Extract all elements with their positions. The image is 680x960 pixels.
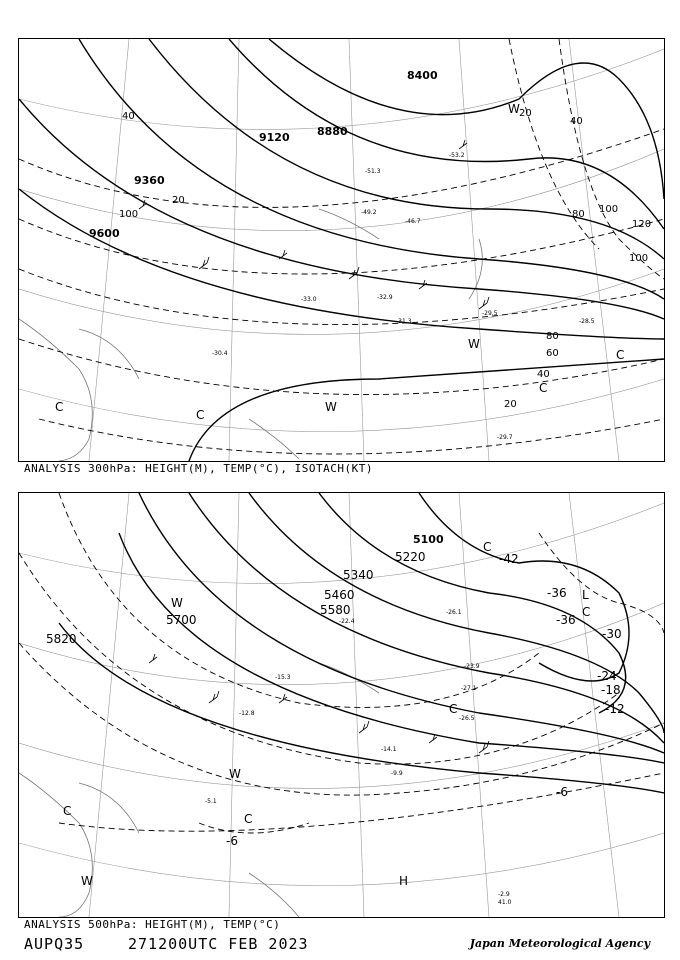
isotach-label: 80 bbox=[572, 209, 585, 220]
pressure-center-symbol: L bbox=[582, 588, 589, 602]
height-label: 8400 bbox=[407, 69, 438, 82]
temp-label: -26.5 bbox=[459, 715, 475, 722]
agency-credit: Japan Meteorological Agency bbox=[469, 937, 650, 950]
product-id: AUPQ35 bbox=[24, 935, 85, 953]
height-label: 5220 bbox=[395, 550, 426, 564]
pressure-center-symbol: C bbox=[196, 408, 205, 422]
graticule bbox=[19, 39, 664, 461]
height-label: 9600 bbox=[89, 227, 120, 240]
isotach-label: 20 bbox=[519, 108, 532, 119]
pressure-center-symbol: W bbox=[468, 337, 480, 351]
pressure-center-symbol: C bbox=[483, 540, 492, 554]
isotherm-label: -18 bbox=[601, 683, 621, 697]
temp-label: -46.7 bbox=[405, 218, 421, 225]
valid-time: 271200UTC FEB 2023 bbox=[128, 935, 309, 953]
pressure-center-symbol: C bbox=[244, 812, 253, 826]
height-label: 9360 bbox=[134, 174, 165, 187]
pressure-center-symbol: W bbox=[81, 874, 93, 888]
temp-label: -14.1 bbox=[381, 746, 397, 753]
height-contours bbox=[59, 493, 664, 793]
height-label: 5340 bbox=[343, 568, 374, 582]
chart-500hpa-canvas bbox=[19, 493, 664, 917]
isotachs bbox=[19, 39, 664, 454]
isotherm-label: -6 bbox=[556, 785, 568, 799]
isotach-label: 100 bbox=[629, 253, 649, 264]
pressure-center-symbol: C bbox=[449, 702, 458, 716]
isotach-label: 120 bbox=[632, 219, 652, 230]
isotach-label: 40 bbox=[537, 369, 550, 380]
temp-label: -12.8 bbox=[239, 710, 255, 717]
temp-label: -33.0 bbox=[301, 296, 317, 303]
chart-300hpa-caption: ANALYSIS 300hPa: HEIGHT(M), TEMP(°C), ISOTACH(KT) bbox=[24, 462, 374, 475]
isotach-label: 40 bbox=[122, 111, 135, 122]
temp-label: -53.2 bbox=[449, 152, 465, 159]
isotach-label: 40 bbox=[570, 116, 583, 127]
temp-label: -27.1 bbox=[461, 685, 477, 692]
isotach-label: 20 bbox=[504, 399, 517, 410]
temp-label: -26.1 bbox=[446, 609, 462, 616]
height-label: 5460 bbox=[324, 588, 355, 602]
isotherm-label: -42 bbox=[499, 552, 519, 566]
height-label: 8880 bbox=[317, 125, 348, 138]
pressure-center-symbol: C bbox=[616, 348, 625, 362]
isotherm-label: -30 bbox=[602, 627, 622, 641]
station-plot: -29.7 bbox=[497, 434, 513, 441]
pressure-center-symbol: H bbox=[399, 874, 409, 888]
isotherm-label: -36 bbox=[547, 586, 567, 600]
pressure-center-symbol: W bbox=[508, 102, 520, 116]
height-label: 5700 bbox=[166, 613, 197, 627]
isotach-label: 100 bbox=[599, 204, 619, 215]
height-contours bbox=[19, 39, 664, 461]
height-label: 5820 bbox=[46, 632, 77, 646]
wind-barbs bbox=[139, 140, 489, 309]
pressure-center-symbol: W bbox=[171, 596, 183, 610]
temp-label: -49.2 bbox=[361, 209, 377, 216]
pressure-center-symbol: W bbox=[325, 400, 337, 414]
height-label: 5100 bbox=[413, 533, 444, 546]
isotherms bbox=[19, 493, 664, 833]
pressure-center-symbol: W bbox=[229, 767, 241, 781]
temp-label: -5.1 bbox=[205, 798, 217, 805]
isotherm-label: -12 bbox=[605, 702, 625, 716]
chart-500hpa-caption: ANALYSIS 500hPa: HEIGHT(M), TEMP(°C) bbox=[24, 918, 281, 931]
height-label: 9120 bbox=[259, 131, 290, 144]
temp-label: -9.9 bbox=[391, 770, 403, 777]
station-plot-dewpoint: 41.0 bbox=[498, 899, 512, 906]
temp-label: -15.3 bbox=[275, 674, 291, 681]
isotherm-label: -36 bbox=[556, 613, 576, 627]
height-label: 5580 bbox=[320, 603, 351, 617]
temp-label: -30.4 bbox=[212, 350, 228, 357]
isotach-label: 60 bbox=[546, 348, 559, 359]
coastline bbox=[19, 663, 379, 917]
pressure-center-symbol: C bbox=[539, 381, 548, 395]
chart-500hpa bbox=[18, 492, 665, 918]
isotach-label: 80 bbox=[546, 331, 559, 342]
isotherm-label: -6 bbox=[226, 834, 238, 848]
temp-label: -32.9 bbox=[377, 294, 393, 301]
temp-label: -29.5 bbox=[482, 310, 498, 317]
temp-label: -51.3 bbox=[365, 168, 381, 175]
temp-label: -22.4 bbox=[339, 618, 355, 625]
chart-300hpa-canvas bbox=[19, 39, 664, 461]
pressure-center-symbol: C bbox=[63, 804, 72, 818]
chart-300hpa bbox=[18, 38, 665, 462]
temp-label: -31.3 bbox=[396, 318, 412, 325]
isotach-label: 100 bbox=[119, 209, 139, 220]
pressure-center-symbol: C bbox=[55, 400, 64, 414]
isotherm-label: -24 bbox=[597, 669, 617, 683]
isotach-label: 20 bbox=[172, 195, 185, 206]
pressure-center-symbol: C bbox=[582, 605, 591, 619]
temp-label: -23.9 bbox=[464, 663, 480, 670]
coastline bbox=[19, 209, 482, 461]
temp-label: -28.5 bbox=[579, 318, 595, 325]
graticule bbox=[19, 493, 664, 917]
station-plot-temp: -2.9 bbox=[498, 891, 510, 898]
